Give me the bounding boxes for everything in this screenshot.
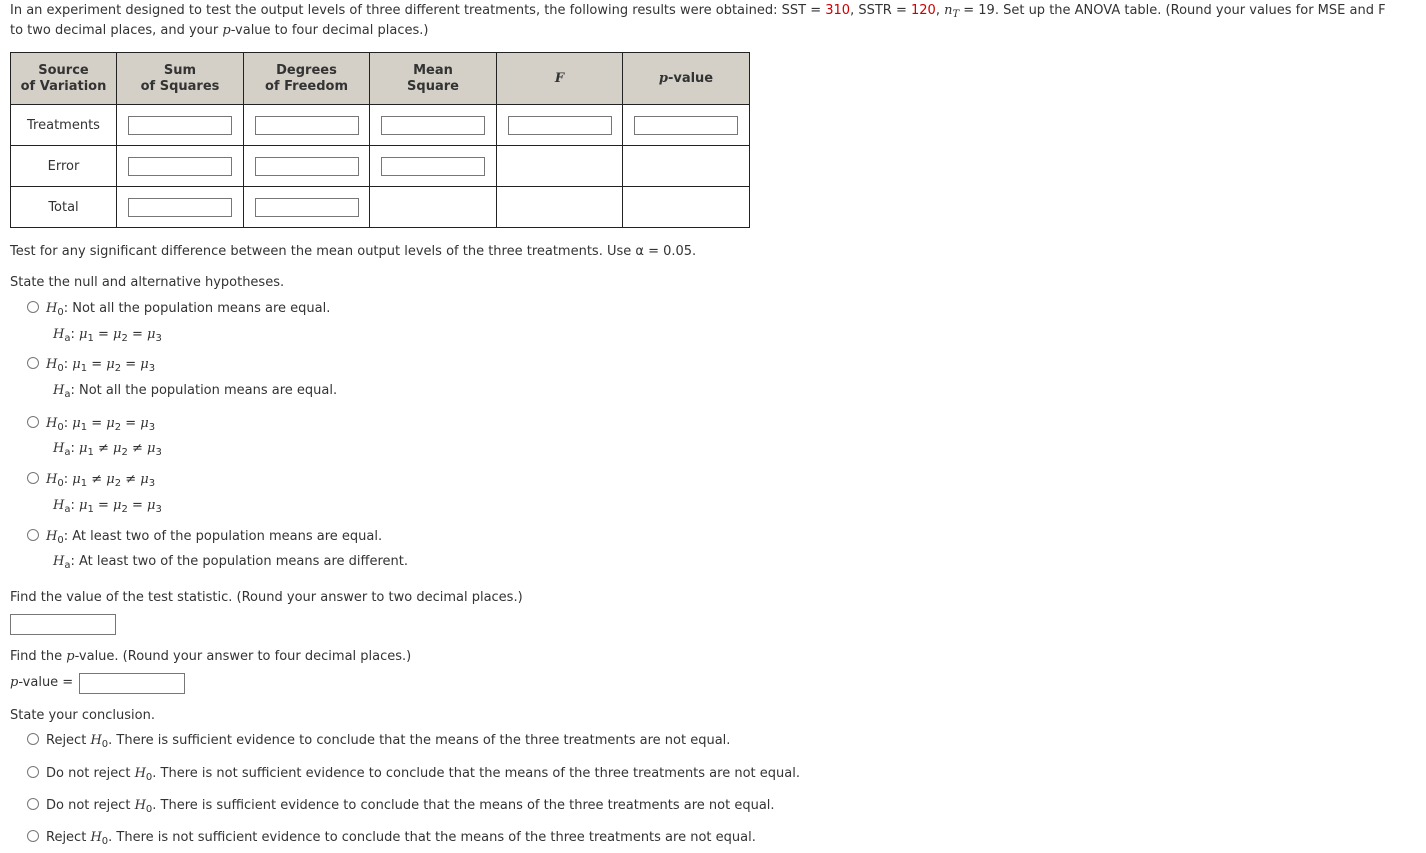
radio-button[interactable] [27,733,39,745]
empty-cell [623,187,750,228]
question-hypotheses: State the null and alternative hypotheses. [10,275,285,290]
empty-cell [623,146,750,187]
f-input[interactable] [508,116,612,135]
conclusion-option-4[interactable]: Reject $H_0$. There is not sufficient evidence to conclude that the means of the three treatments are not equal. [27,830,756,845]
nt-subscript: T [952,9,960,20]
pvalue-label-text: -value = [18,675,74,690]
hypothesis-option-3-ha: $H_a$: $\mu_1 \ne \mu_2 \ne \mu_3$ [53,441,162,458]
intro-text: = 19. Set up the ANOVA table. (Round your values for MSE and F [959,3,1386,18]
hypothesis-text: At least two of the population means are equal. [72,529,383,544]
hypothesis-option-5[interactable]: $H_0$: At least two of the population means are equal. [27,529,382,544]
hypothesis-option-4[interactable]: $H_0$: $\mu_1 \ne \mu_2 \ne \mu_3$ [27,472,155,487]
radio-button[interactable] [27,798,39,810]
header-source: Source of Variation [11,53,117,105]
df-error-input[interactable] [255,157,359,176]
hypothesis-option-1[interactable]: $H_0$: Not all the population means are equal. [27,301,330,316]
question-conclusion: State your conclusion. [10,708,155,723]
header-f: F [497,53,623,105]
empty-cell [497,146,623,187]
empty-cell [497,187,623,228]
conclusion-text: Reject [46,733,91,748]
question-test-statistic: Find the value of the test statistic. (Round your answer to two decimal places.) [10,590,523,605]
intro-text: , SSTR = [850,3,911,18]
mse-input[interactable] [381,157,485,176]
hypothesis-option-3[interactable]: $H_0$: $\mu_1 = \mu_2 = \mu_3$ [27,416,155,431]
conclusion-option-1[interactable]: Reject $H_0$. There is sufficient evidence to conclude that the means of the three treatments are not equal. [27,733,730,748]
hypothesis-text: Not all the population means are equal. [79,383,338,398]
conclusion-text: . There is not sufficient evidence to conclude that the means of the three treatments are not equal. [108,830,756,845]
radio-button[interactable] [27,766,39,778]
question-pvalue [10,649,411,664]
radio-button[interactable] [27,416,39,428]
header-row [11,53,750,105]
hypothesis-option-1-ha: $H_a$: $\mu_1 = \mu_2 = \mu_3$ [53,327,162,344]
df-treatments-input[interactable] [255,116,359,135]
conclusion-text: . There is sufficient evidence to conclude that the means of the three treatments are not equal. [108,733,731,748]
problem-statement [10,1,1426,41]
test-statistic-input[interactable] [10,614,116,635]
row-label-total: Total [11,187,117,228]
intro-text: -value to four decimal places.) [230,23,429,38]
row-label-treatments: Treatments [11,105,117,146]
sst-input[interactable] [128,198,232,217]
conclusion-text: . There is sufficient evidence to conclude that the means of the three treatments are not equal. [152,798,775,813]
conclusion-text: Do not reject [46,766,135,781]
intro-text: to two decimal places, and your [10,23,223,38]
conclusion-text: Reject [46,830,91,845]
hypothesis-text: At least two of the population means are different. [79,554,408,569]
radio-button[interactable] [27,472,39,484]
hypothesis-option-5-ha: $H_a$: At least two of the population means are different. [53,554,408,571]
radio-button[interactable] [27,301,39,313]
table-row [11,187,750,228]
header-ms: Mean Square [370,53,497,105]
hypothesis-text: Not all the population means are equal. [72,301,331,316]
conclusion-text: Do not reject [46,798,135,813]
empty-cell [370,187,497,228]
conclusion-option-3[interactable]: Do not reject $H_0$. There is sufficient evidence to conclude that the means of the three treatments are not equal. [27,798,775,813]
header-df: Degrees of Freedom [244,53,370,105]
sst-value: 310 [825,3,851,18]
pvalue-input[interactable] [79,673,185,694]
mstr-input[interactable] [381,116,485,135]
radio-button[interactable] [27,357,39,369]
question-text: -value. (Round your answer to four decimal places.) [74,649,412,664]
question-text: Find the [10,649,67,664]
sstr-value: 120 [910,3,936,18]
sse-input[interactable] [128,157,232,176]
radio-button[interactable] [27,529,39,541]
conclusion-option-2[interactable]: Do not reject $H_0$. There is not sufficient evidence to conclude that the means of the three treatments are not equal. [27,766,800,781]
hypothesis-option-4-ha: $H_a$: $\mu_1 = \mu_2 = \mu_3$ [53,498,162,515]
sstr-input[interactable] [128,116,232,135]
question-significance: Test for any significant difference between the mean output levels of the three treatments. Use α = 0.05. [10,244,697,259]
radio-button[interactable] [27,830,39,842]
pvalue-label: p-value = [10,675,74,690]
intro-text: , [935,3,945,18]
header-ss: Sum of Squares [117,53,244,105]
p-symbol: p [66,649,75,664]
df-total-input[interactable] [255,198,359,217]
row-label-error: Error [11,146,117,187]
hypothesis-option-2[interactable]: $H_0$: $\mu_1 = \mu_2 = \mu_3$ [27,357,155,372]
table-row [11,146,750,187]
anova-table [10,52,750,228]
p-symbol: p [222,23,231,38]
table-pvalue-input[interactable] [634,116,738,135]
header-pvalue: p-value [623,53,750,105]
hypothesis-option-2-ha: $H_a$: Not all the population means are equal. [53,383,338,400]
nt-symbol: n [944,3,953,18]
conclusion-text: . There is not sufficient evidence to conclude that the means of the three treatments are not equal. [152,766,800,781]
table-row [11,105,750,146]
intro-text: In an experiment designed to test the output levels of three different treatments, the following results were obtained: SST = [10,3,826,18]
